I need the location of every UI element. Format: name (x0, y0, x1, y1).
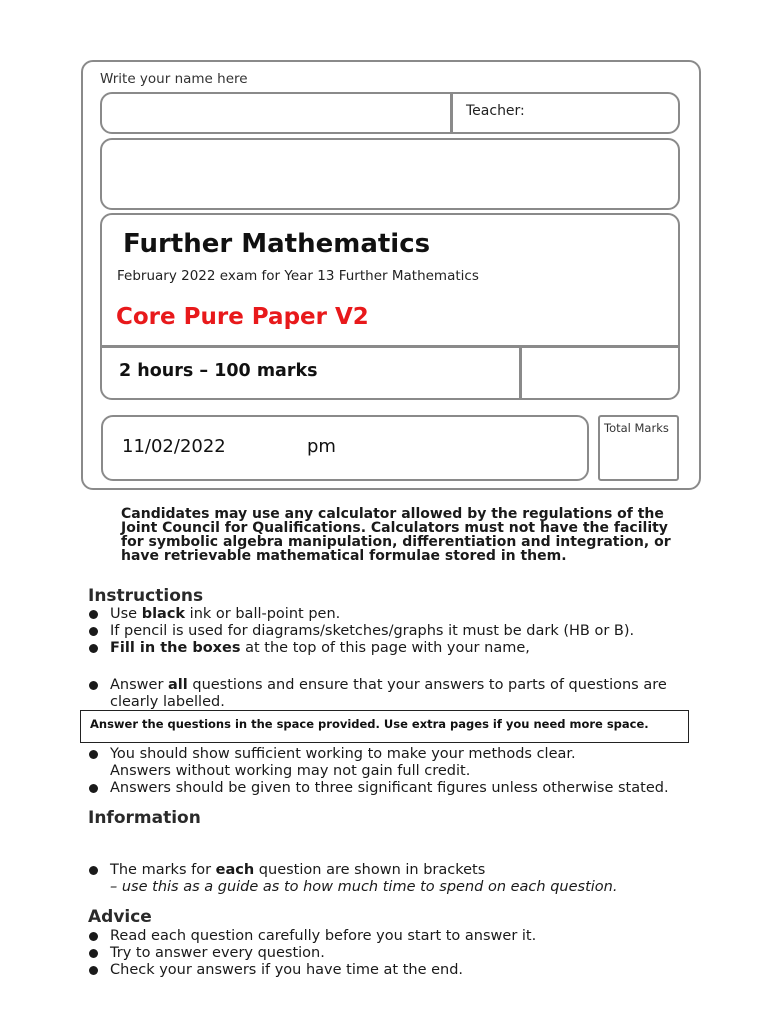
list-item (88, 746, 669, 780)
item-emphasis: black (141, 606, 186, 622)
advice-list (88, 928, 536, 979)
list-item: Check your answers if you have time at the end. (88, 962, 536, 979)
notice-line: Joint Council for Qualifications. Calculators must not have the facility (121, 520, 668, 536)
item-text: You should show sufficient working to make your methods clear. (110, 746, 576, 762)
item-text: The marks for (110, 862, 216, 878)
list-item (88, 606, 634, 623)
item-text: at the top of this page with your name, (240, 640, 530, 656)
divider (450, 93, 453, 133)
item-note: – use this as a guide as to how much time to spend on each question. (110, 879, 618, 895)
exam-date: 11/02/2022 (122, 436, 226, 457)
teacher-label: Teacher: (466, 103, 525, 119)
item-text: If pencil is used for diagrams/sketches/graphs it must be dark (HB or B). (110, 623, 635, 639)
information-heading: Information (88, 808, 201, 828)
notice-line: for symbolic algebra manipulation, differentiation and integration, or (121, 534, 671, 550)
list-item (88, 862, 617, 896)
calculator-notice (121, 507, 671, 563)
total-marks-label: Total Marks (604, 421, 669, 435)
item-text: Answer (110, 677, 169, 693)
item-text: Answers without working may not gain full credit. (110, 763, 471, 779)
divider (519, 346, 522, 399)
candidate-number-field[interactable] (523, 349, 676, 397)
list-item (88, 780, 669, 797)
instructions-list (88, 606, 634, 657)
list-item (88, 640, 634, 657)
instructions-list (88, 677, 667, 711)
teacher-field[interactable] (530, 95, 676, 131)
boxed-note (80, 710, 689, 743)
subject-title: Further Mathematics (123, 229, 431, 259)
advice-heading: Advice (88, 907, 152, 927)
item-text: question are shown in brackets (254, 862, 486, 878)
item-text: clearly labelled. (110, 694, 225, 710)
item-text: Answers should be given to three significant figures unless otherwise stated. (110, 780, 669, 796)
duration-marks: 2 hours – 100 marks (119, 361, 318, 381)
list-item: Read each question carefully before you start to answer it. (88, 928, 536, 945)
notice-line: have retrievable mathematical formulae stored in them. (121, 548, 567, 564)
item-text: ink or ball-point pen. (185, 606, 341, 622)
name-box[interactable] (100, 138, 680, 210)
exam-description: February 2022 exam for Year 13 Further Mathematics (117, 268, 479, 284)
information-list (88, 862, 617, 896)
name-label: Write your name here (100, 71, 248, 87)
list-item (88, 623, 634, 640)
item-emphasis: all (168, 677, 188, 693)
list-item: Try to answer every question. (88, 945, 536, 962)
boxed-note-text: Answer the questions in the space provided. Use extra pages if you need more space. (90, 717, 649, 731)
divider (101, 345, 679, 348)
item-text: questions and ensure that your answers to parts of questions are (187, 677, 667, 693)
name-field[interactable] (103, 95, 447, 131)
item-emphasis: Fill in the boxes (110, 640, 241, 656)
notice-line: Candidates may use any calculator allowed by the regulations of the (121, 506, 664, 522)
paper-title: Core Pure Paper V2 (116, 304, 369, 330)
instructions-heading: Instructions (88, 586, 204, 606)
instructions-list (88, 746, 669, 797)
exam-session: pm (307, 436, 336, 457)
list-item (88, 677, 667, 711)
item-text: Use (110, 606, 142, 622)
item-emphasis: each (215, 862, 255, 878)
